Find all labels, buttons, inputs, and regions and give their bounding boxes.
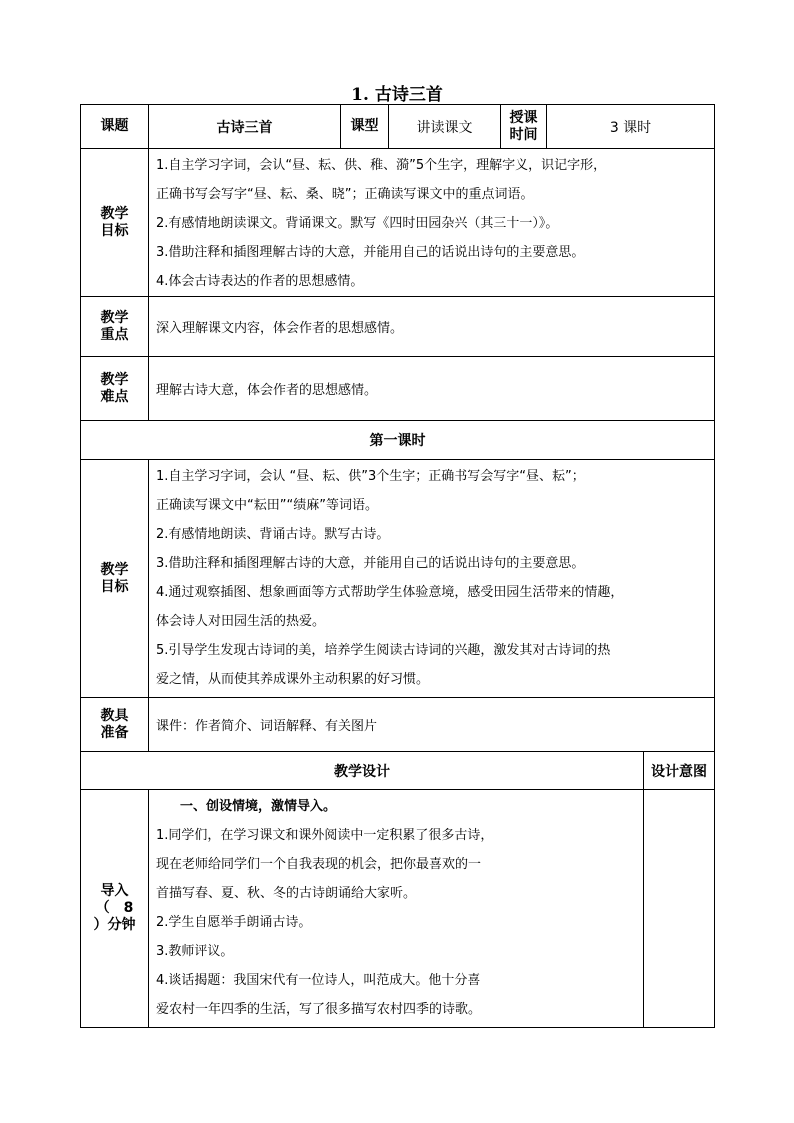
key-points-label [81,297,149,357]
materials-label-line2: 准备 [100,724,129,741]
design-header-left: 教学设计 [81,752,644,790]
document-title: 1. 古诗三首 [351,85,443,105]
intro-label-line1: 导入 [100,883,129,899]
intro-line: 1.同学们，在学习课文和课外阅读中一定积累了很多古诗， [156,828,494,843]
intro-line: 2.学生自愿举手朗诵古诗。 [156,915,312,930]
first-lesson-heading-row [81,421,715,460]
intro-line: 3.教师评议。 [156,944,234,959]
objectives-label-line1: 教学 [100,205,129,222]
objective-line: 4.体会古诗表达的作者的思想感情。 [156,274,364,289]
objectives-content [149,149,715,297]
materials-row [81,698,715,752]
first-lesson-objective-line: 体会诗人对田园生活的热爱。 [156,614,326,629]
intro-line: 首描写春、夏、秋、冬的古诗朗诵给大家听。 [156,886,417,901]
key-points-label-line2: 重点 [100,326,129,343]
difficulties-label-line2: 难点 [100,388,129,405]
time-label [501,105,547,149]
first-lesson-objective-line: 爱之情，从而使其养成课外主动积累的好习惯。 [156,672,430,687]
intro-line: 现在老师给同学们一个自我表现的机会，把你最喜欢的一 [156,857,482,872]
difficulties-label-line1: 教学 [100,371,129,388]
first-lesson-objectives-content [149,460,715,698]
intro-label-line3: ）分钟 [93,917,136,933]
materials-label [81,698,149,752]
objectives-row [81,149,715,297]
difficulties-text: 理解古诗大意，体会作者的思想感情。 [149,357,715,421]
objectives-label-line2: 目标 [100,222,129,239]
time-value: 3 课时 [547,105,715,149]
materials-label-line1: 教具 [100,707,129,724]
key-points-text: 深入理解课文内容，体会作者的思想感情。 [149,297,715,357]
first-lesson-label-line1: 教学 [100,561,129,578]
intro-line: 4.谈话揭题：我国宋代有一位诗人，叫范成大。他十分喜 [156,973,481,988]
first-lesson-heading: 第一课时 [81,421,715,460]
intro-line: 爱农村一年四季的生活，写了很多描写农村四季的诗歌。 [156,1002,482,1017]
first-lesson-label-line2: 目标 [100,578,129,595]
difficulties-row [81,357,715,421]
time-label-line1: 授课 [509,109,538,126]
intro-label-line2: （ 8 [95,900,134,916]
header-row [81,105,715,149]
objective-line: 1.自主学习字词，会认“昼、耘、供、稚、漪”5个生字，理解字义，识记字形， [156,158,607,173]
type-label: 课型 [341,105,389,149]
intro-row [81,790,715,1028]
first-lesson-objective-line: 5.引导学生发现古诗词的美，培养学生阅读古诗词的兴趣，激发其对古诗词的热 [156,643,611,658]
difficulties-label [81,357,149,421]
first-lesson-objective-line: 3.借助注释和插图理解古诗的大意，并能用自己的话说出诗句的主要意思。 [156,556,585,571]
intro-design-intent [644,790,715,1028]
intro-content [149,790,644,1028]
intro-step-title: 一、创设情境，激情导入。 [180,799,337,814]
objective-line: 3.借助注释和插图理解古诗的大意，并能用自己的话说出诗句的主要意思。 [156,245,585,260]
key-points-label-line1: 教学 [100,309,129,326]
first-lesson-objectives-row [81,460,715,698]
design-header-right: 设计意图 [644,752,715,790]
objective-line: 2.有感情地朗读课文。背诵课文。默写《四时田园杂兴（其三十一）》。 [156,216,559,231]
first-lesson-objective-line: 4.通过观察插图、想象画面等方式帮助学生体验意境，感受田园生活带来的情趣， [156,585,624,600]
type-value: 讲读课文 [389,105,501,149]
first-lesson-objective-line: 正确读写课文中“耘田”“绩麻”等词语。 [156,498,378,513]
materials-text: 课件：作者简介、词语解释、有关图片 [149,698,715,752]
intro-label [81,790,149,1028]
objective-line: 正确书写会写字“昼、耘、桑、晓”；正确读写课文中的重点词语。 [156,187,534,202]
key-points-row [81,297,715,357]
first-lesson-objective-line: 1.自主学习字词，会认 “昼、耘、供”3个生字；正确书写会写字“昼、耘”； [156,469,585,484]
subject-value: 古诗三首 [149,105,341,149]
time-label-line2: 时间 [509,126,538,143]
first-lesson-objective-line: 2.有感情地朗读、背诵古诗。默写古诗。 [156,527,390,542]
first-lesson-objectives-label [81,460,149,698]
subject-label: 课题 [81,105,149,149]
lesson-plan-table [80,104,715,1028]
objectives-label [81,149,149,297]
design-header-row [81,752,715,790]
